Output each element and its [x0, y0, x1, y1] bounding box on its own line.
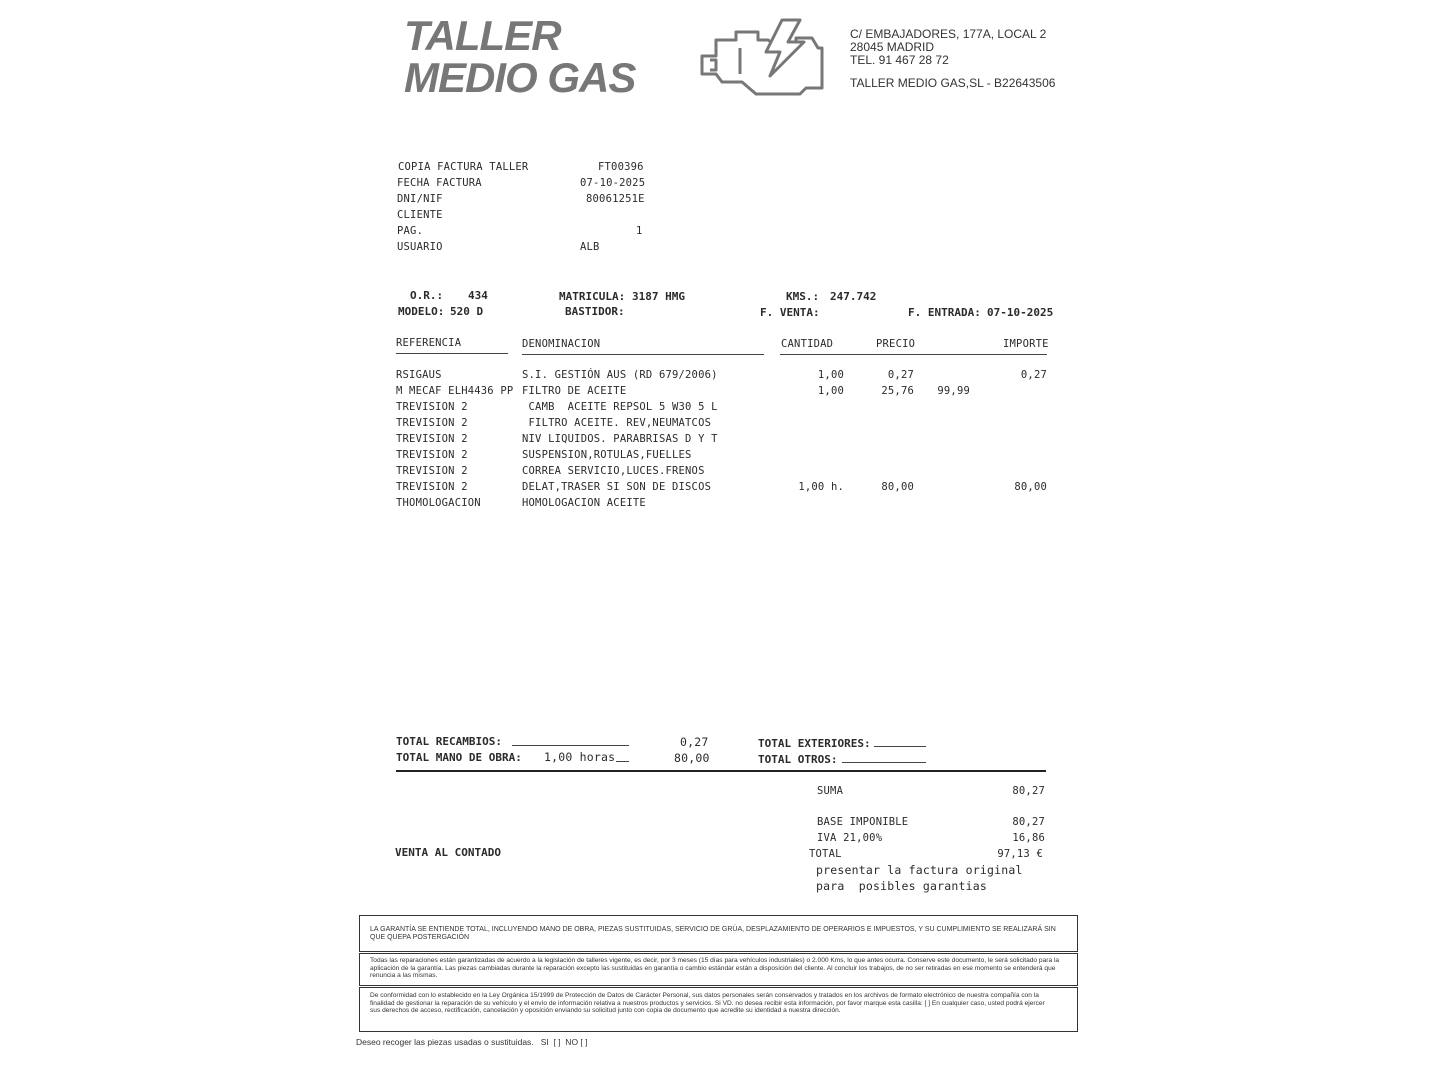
total-mano-obra-value: 80,00: [674, 751, 710, 765]
iva-label: IVA 21,00%: [817, 832, 883, 844]
mano-obra-hours: 1,00 horas: [544, 750, 616, 764]
cell-cantidad: 1,00 h.: [798, 481, 844, 493]
modelo-label: MODELO:: [398, 305, 445, 318]
engine-lightning-icon: [696, 18, 826, 100]
phone: TEL. 91 467 28 72: [850, 53, 949, 67]
address-line1: C/ EMBAJADORES, 177A, LOCAL 2: [850, 27, 1047, 41]
invoice-number: FT00396: [598, 161, 644, 173]
dni-label: DNI/NIF: [397, 193, 443, 205]
legal-text-guarantee: LA GARANTÍA SE ENTIENDE TOTAL, INCLUYENDO MANO DE OBRA, PIEZAS SUSTITUIDAS, SERVICIO DE GRÚA, DESPLAZAMIENTO DE OPERARIOS E IMPUESTOS, Y SU CUMPLIMIENTO SE REALIZARÁ SIN QUE QUEPA POSTERGACIÓN: [370, 926, 1056, 941]
venta-contado: VENTA AL CONTADO: [395, 846, 501, 859]
cell-precio: 0,27: [887, 369, 914, 381]
cell-referencia: TREVISION 2: [396, 401, 468, 413]
cell-denominacion: FILTRO ACEITE. REV,NEUMATCOS: [522, 417, 712, 429]
or-value: 434: [468, 289, 488, 302]
warranty-note-line1: presentar la factura original: [816, 863, 1023, 877]
cell-cantidad: 1,00: [817, 369, 844, 381]
dni-value: 80061251E: [586, 193, 645, 205]
cell-denominacion: CAMB ACEITE REPSOL 5 W30 5 L: [522, 401, 718, 413]
logo-line1: TALLER: [404, 12, 561, 59]
client-label: CLIENTE: [397, 209, 443, 221]
total-recambios-value: 0,27: [680, 735, 709, 749]
totals-separator: [396, 770, 1046, 772]
page-number: 1: [636, 225, 643, 237]
address-line2: 28045 MADRID: [850, 40, 935, 54]
header-underline-ref: [396, 353, 508, 354]
cell-denominacion: CORREA SERVICIO,LUCES.FRENOS: [522, 465, 705, 477]
base-imponible-label: BASE IMPONIBLE: [817, 816, 909, 828]
fventa-label: F. VENTA:: [760, 306, 820, 319]
legal-box-guarantee: [359, 915, 1078, 952]
cell-denominacion: SUSPENSION,ROTULAS,FUELLES: [522, 449, 692, 461]
logo-line2: MEDIO GAS: [404, 54, 636, 101]
cell-denominacion: DELAT,TRASER SI SON DE DISCOS: [522, 481, 712, 493]
iva-value: 16,86: [1012, 832, 1045, 844]
invoice-title-label: COPIA FACTURA TALLER: [398, 161, 529, 173]
fentrada-label: F. ENTRADA:: [908, 306, 981, 319]
legal-box-repairs: [359, 953, 1078, 986]
header-underline-den: [522, 354, 764, 355]
cell-referencia: TREVISION 2: [396, 481, 468, 493]
cell-referencia: THOMOLOGACION: [396, 497, 481, 509]
header-underline-nums: [780, 354, 1047, 355]
legal-text-repairs: Todas las reparaciones están garantizadas de acuerdo a la legislación de talleres vigente, es decir, por 3 meses (15 días para vehículos industriales) o 2.000 Kms, lo que antes ocurra. Conserve este documento, le será solicitado para la aplicación de la garantía. Las piezas cambiadas durante la reparación excepto las sustituidas en garantía o cambio estándar están a disposición del cliente. Al concluir los trabajos, de no ser retiradas en ese momento se entenderá que renuncia a las mismas.: [370, 957, 1060, 980]
cell-denominacion: NIV LIQUIDOS. PARABRISAS D Y T: [522, 433, 718, 445]
cell-referencia: TREVISION 2: [396, 465, 468, 477]
exteriores-blank-line: [874, 746, 926, 747]
cell-importe: 80,00: [1014, 481, 1047, 493]
cell-precio: 25,76: [881, 385, 914, 397]
kms-label: KMS.:: [786, 290, 820, 303]
cell-referencia: TREVISION 2: [396, 417, 468, 429]
bastidor-label: BASTIDOR:: [565, 305, 625, 318]
total-mano-obra-label: TOTAL MANO DE OBRA:: [396, 751, 522, 764]
suma-value: 80,27: [1012, 785, 1045, 797]
header-precio: PRECIO: [876, 338, 916, 350]
user-label: USUARIO: [397, 241, 443, 253]
parts-pickup-choice: Deseo recoger las piezas usadas o sustituidas. SI [ ] NO [ ]: [356, 1037, 588, 1047]
header-referencia: REFERENCIA: [396, 337, 462, 349]
cell-referencia: TREVISION 2: [396, 433, 468, 445]
suma-label: SUMA: [817, 785, 844, 797]
cell-denominacion: HOMOLOGACION ACEITE: [522, 497, 646, 509]
otros-blank-line: [842, 762, 926, 763]
invoice-date: 07-10-2025: [580, 177, 646, 189]
user-value: ALB: [580, 241, 600, 253]
total-otros-label: TOTAL OTROS:: [758, 753, 838, 766]
legal-box-privacy: [359, 987, 1078, 1032]
cell-referencia: TREVISION 2: [396, 449, 468, 461]
fentrada-value: 07-10-2025: [987, 306, 1054, 319]
kms-value: 247.742: [830, 290, 877, 303]
page-label: PAG.: [397, 225, 424, 237]
cell-denominacion: FILTRO DE ACEITE: [522, 385, 627, 397]
total-exteriores-label: TOTAL EXTERIORES:: [758, 737, 871, 750]
total-recambios-label: TOTAL RECAMBIOS:: [396, 735, 502, 748]
total-label: TOTAL: [809, 848, 842, 860]
cell-precio-extra: 99,99: [937, 385, 970, 397]
cell-referencia: RSIGAUS: [396, 369, 442, 381]
header-importe: IMPORTE: [1003, 338, 1049, 350]
mano-obra-line: [616, 761, 629, 762]
or-label: O.R.:: [410, 289, 444, 302]
invoice-date-label: FECHA FACTURA: [397, 177, 482, 189]
base-imponible-value: 80,27: [1012, 816, 1045, 828]
recambios-blank-line: [512, 745, 629, 746]
cell-precio: 80,00: [881, 481, 914, 493]
matricula-value: 3187 HMG: [632, 290, 685, 303]
legal-text-privacy: De conformidad con lo establecido en la Ley Orgánica 15/1999 de Protección de Datos de Carácter Personal, sus datos personales serán conservados y tratados en los archivos de formato electrónico de nuestra compañía con la finalidad de gestionar la reparación de su vehículo y el envío de información relativa a nuestros productos y servicios. Si VD. no desea recibir esta información, por favor marque esta casilla: [ ] En cualquier caso, usted podrá ejercer sus derechos de acceso, rectificación, cancelación y oposición enviando su solicitud junto con copia de documento que acredite su identidad a nuestra dirección.: [370, 992, 1045, 1015]
matricula-label: MATRICULA:: [559, 290, 626, 303]
cell-denominacion: S.I. GESTIÓN AUS (RD 679/2006): [522, 369, 718, 381]
cell-cantidad: 1,00: [817, 385, 844, 397]
modelo-value: 520 D: [450, 305, 484, 318]
cell-importe: 0,27: [1020, 369, 1047, 381]
total-value: 97,13 €: [997, 848, 1043, 860]
warranty-note-line2: para posibles garantias: [816, 879, 987, 893]
header-denominacion: DENOMINACION: [522, 338, 601, 350]
company-name: TALLER MEDIO GAS,SL - B22643506: [850, 76, 1056, 90]
header-cantidad: CANTIDAD: [781, 338, 834, 350]
cell-referencia: M MECAF ELH4436 PP: [396, 385, 514, 397]
